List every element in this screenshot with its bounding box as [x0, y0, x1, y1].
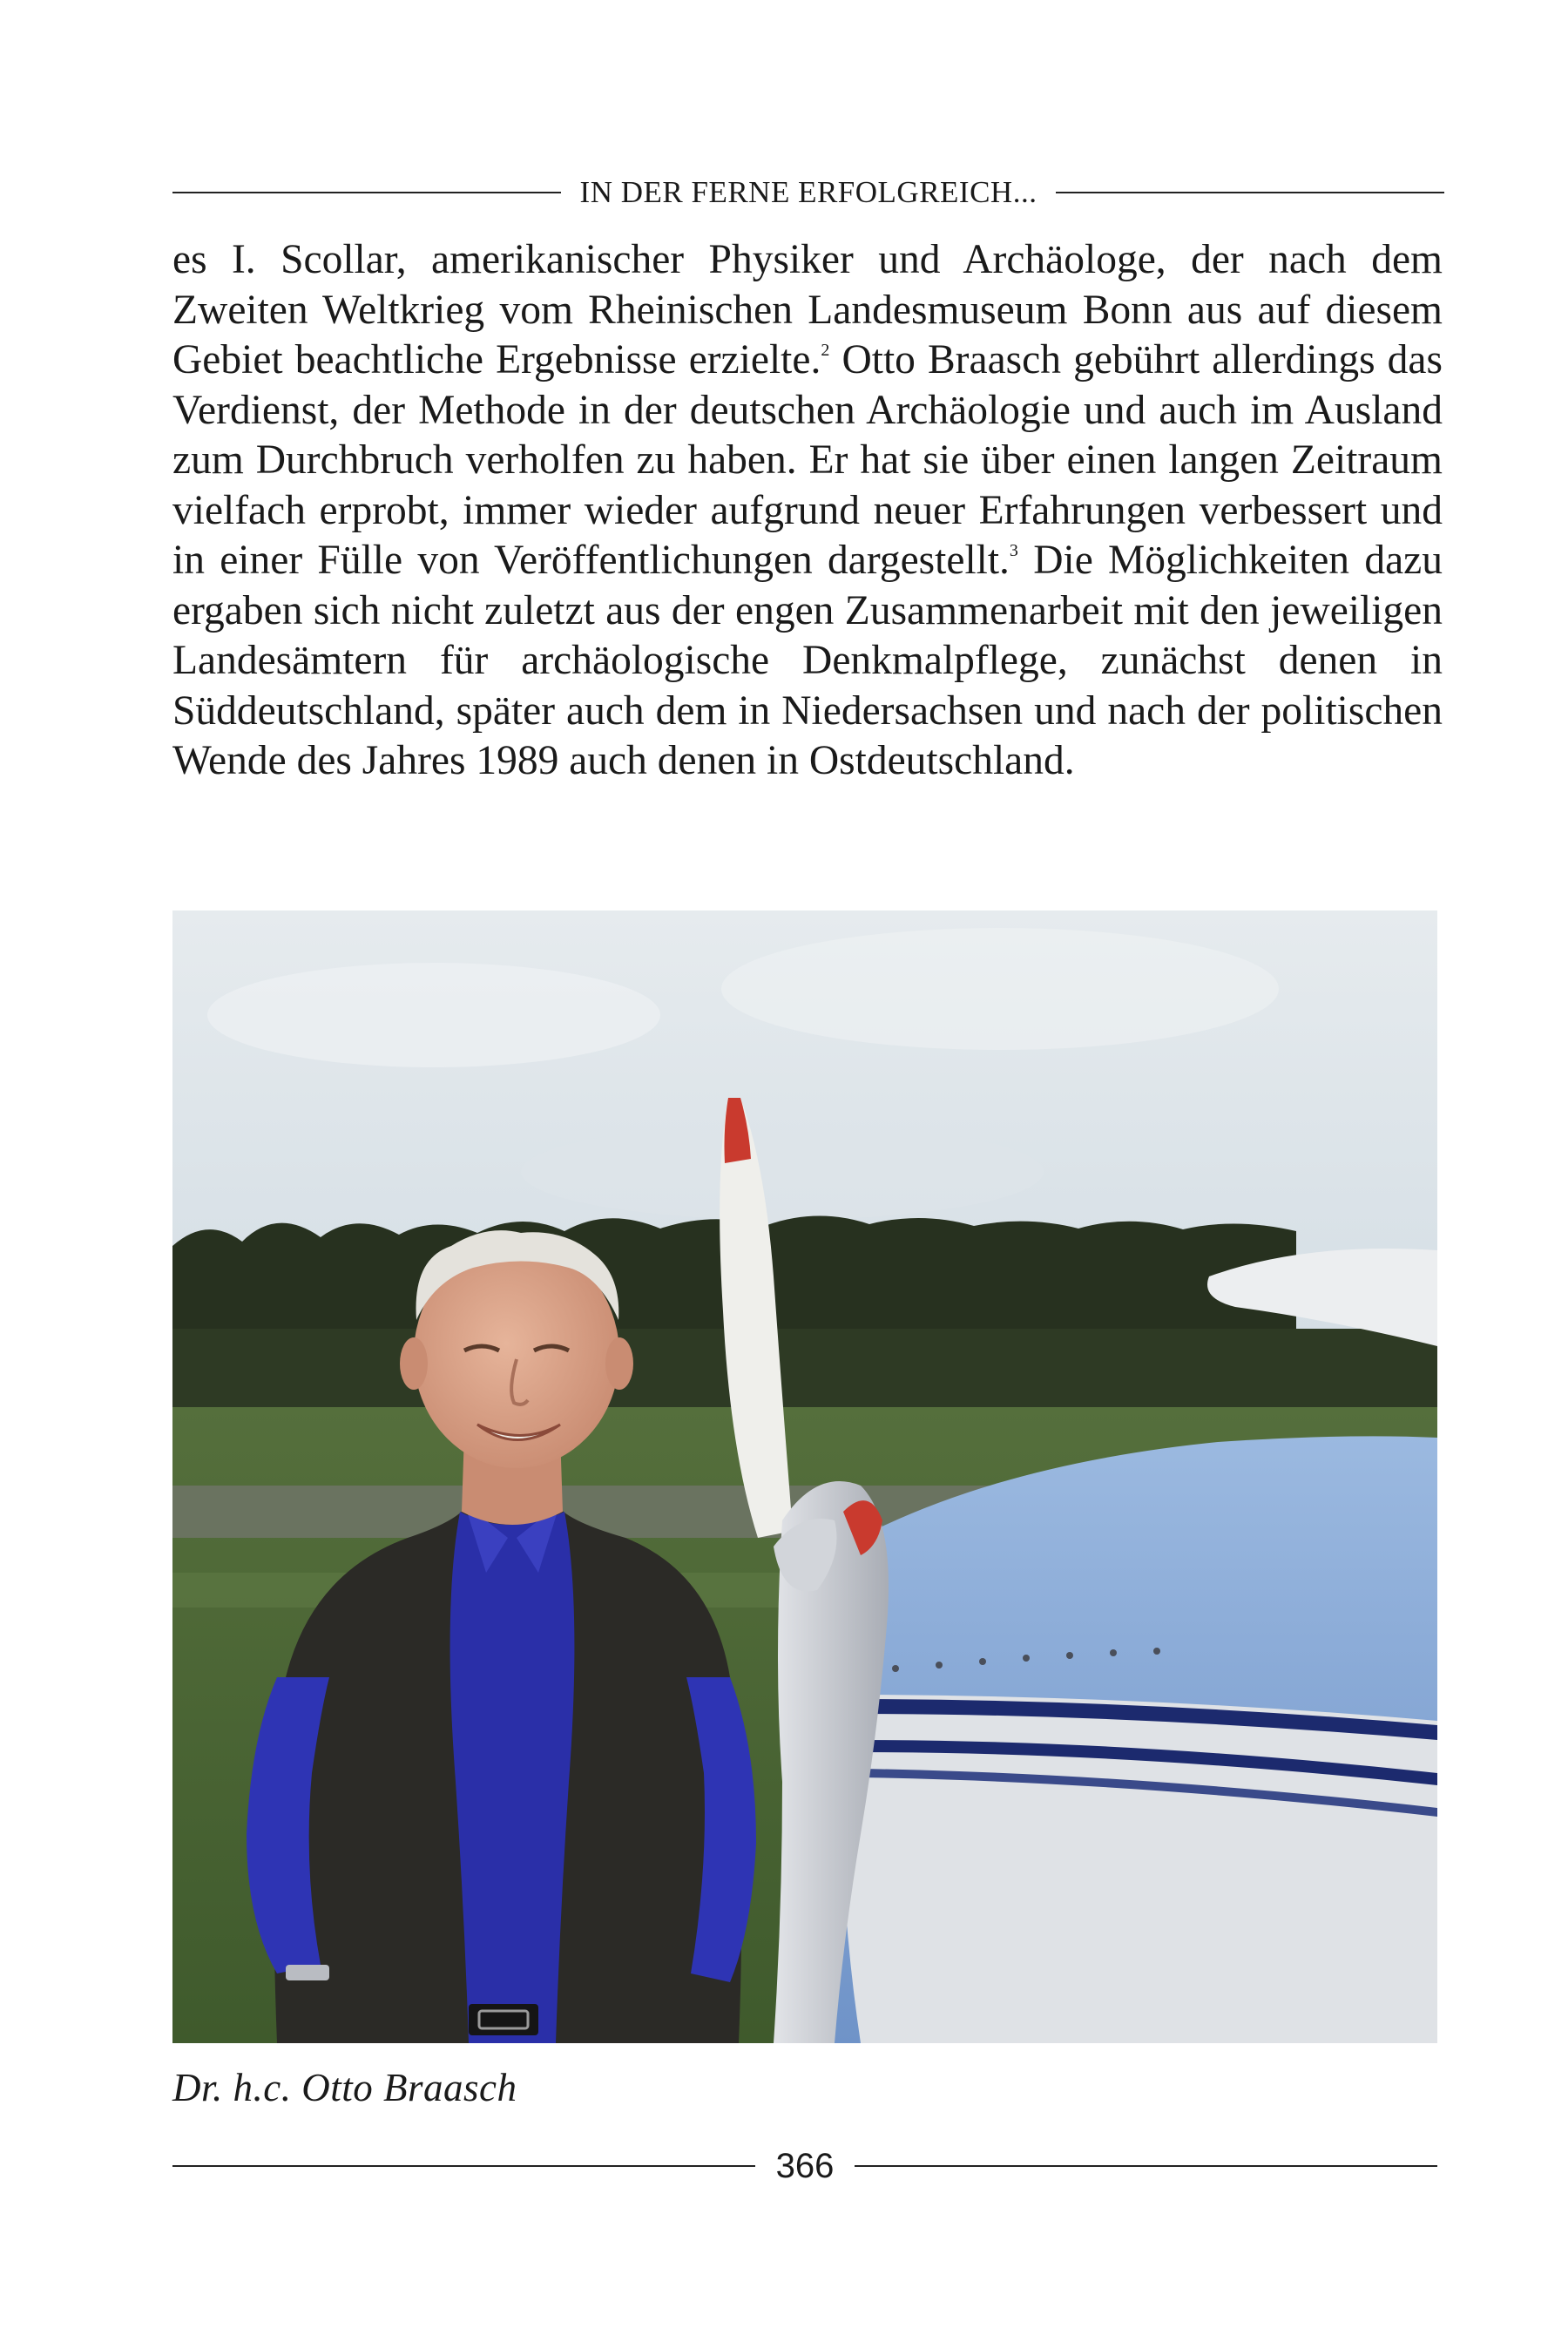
cloud: [521, 1124, 1044, 1220]
wristwatch: [286, 1965, 329, 1980]
photo-illustration: [172, 910, 1437, 2043]
footer-rule-left: [172, 2165, 755, 2167]
person-shirt: [450, 1512, 575, 2043]
tree-line-base: [172, 1329, 1437, 1416]
cloud: [207, 963, 660, 1067]
footnote-ref[interactable]: 2: [821, 341, 830, 360]
page-footer: [172, 2140, 1437, 2192]
header-rule-left: [172, 192, 561, 193]
header-rule-right: [1056, 192, 1444, 193]
cloud: [721, 928, 1279, 1050]
body-paragraph: [172, 235, 1443, 787]
footnote-ref[interactable]: 3: [1009, 541, 1018, 560]
footer-rule-right: [855, 2165, 1437, 2167]
body-text-part: es I. Scollar, amerikanischer Physiker und Archäologe, der nach dem Zweiten Weltkrieg vom Rheinischen Landesmuseum Bonn aus auf diesem Gebiet beachtliche Ergebnisse erzielte.: [172, 237, 1443, 382]
running-head: [172, 171, 1444, 214]
body-text-part: Die Möglichkeiten dazu ergaben sich nicht zuletzt aus der engen Zusammenarbeit mit den jeweiligen Landesämtern für archäologische Denkmalpflege, zunächst denen in Süddeutschland, später auch dem in Niedersachsen und nach der politischen Wende des Jahres 1989 auch denen in Ostdeutschland.: [172, 538, 1443, 783]
portrait-photo: [172, 910, 1437, 2043]
running-head-title: IN DER FERNE ERFOLGREICH...: [579, 175, 1037, 209]
photo-caption: Dr. h.c. Otto Braasch: [172, 2066, 517, 2109]
page-number: 366: [775, 2146, 835, 2185]
body-text-part: Otto Braasch gebührt allerdings das Verdienst, der Methode in der deutschen Archäologie und auch im Ausland zum Durchbruch verholfen zu haben. Er hat sie über einen langen Zeitraum vielfach erprobt, immer wieder aufgrund neuer Erfahrungen verbessert und in einer Fülle von Veröffentlichungen dargestellt.: [172, 337, 1443, 583]
person-ear: [605, 1337, 633, 1390]
person-ear: [400, 1337, 428, 1390]
